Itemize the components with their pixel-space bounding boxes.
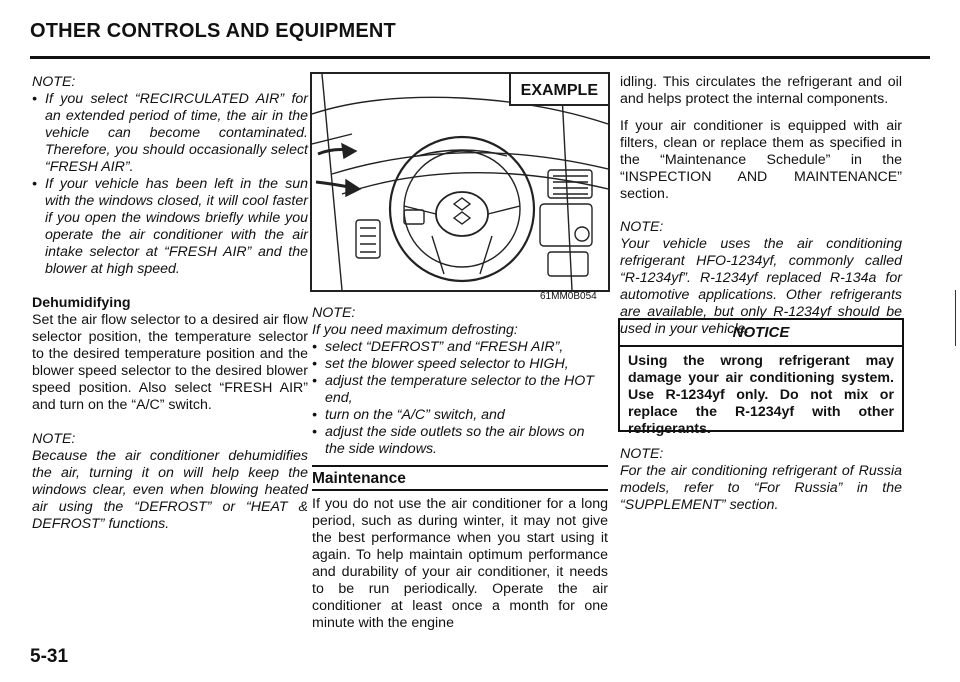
filters-text: If your air conditioner is equipped with air filters, clean or replace them as specified in the “Maintenance Schedule” in the “INSPECTION AND MAINTENANCE” section. bbox=[620, 118, 902, 202]
notice-text: Using the wrong refrigerant may damage your air conditioning system. Use R-1234yf only. Do not mix or replace the R-1234yf with other refrigerants. bbox=[628, 353, 894, 437]
dashboard-drawing bbox=[312, 74, 608, 290]
edge-mark bbox=[955, 290, 956, 346]
page-title: OTHER CONTROLS AND EQUIPMENT bbox=[30, 20, 396, 42]
refrigerant-note: Your vehicle uses the air conditioning refrigerant HFO-1234yf, commonly called “R-1234yf”. R-1234yf replaced R-134a for automotive applications. Other refrigerants are available, but only R-1234yf should be used in your vehicle. bbox=[620, 236, 902, 337]
dehumidifying-text: Set the air flow selector to a desired air flow selector position, the temperature selector to the desired temperature position and the blower speed selector to the desired blower speed position. Also select “FRESH AIR” and turn on the “A/C” switch. bbox=[32, 312, 308, 413]
right-column-bottom bbox=[620, 446, 902, 514]
note-bullet-list bbox=[312, 339, 608, 458]
notice-box bbox=[618, 318, 904, 437]
note-bullet-list bbox=[32, 91, 308, 278]
note-bullet: • adjust the temperature selector to the HOT end, bbox=[312, 373, 608, 407]
page-number: 5-31 bbox=[30, 646, 69, 667]
maintenance-text: If you do not use the air conditioner for a long period, such as during winter, it may not give the best performance when you start using it again. To help maintain optimum performance and durability of your air conditioner, it needs to be run periodically. Operate the air conditioner at least once a month for one minute with the engine bbox=[312, 496, 608, 631]
example-label: EXAMPLE bbox=[509, 74, 608, 106]
note-bullet: • set the blower speed selector to HIGH, bbox=[312, 356, 608, 373]
note-label: NOTE: bbox=[620, 446, 664, 462]
maintenance-heading: Maintenance bbox=[312, 470, 406, 487]
note-label: NOTE: bbox=[32, 431, 76, 447]
left-column bbox=[32, 74, 308, 533]
figure-code: 61MM0B054 bbox=[540, 291, 597, 302]
right-column-top bbox=[620, 74, 902, 338]
note-bullet: • adjust the side outlets so the air blows on the side windows. bbox=[312, 424, 608, 458]
russia-note: For the air conditioning refrigerant of Russia models, refer to “For Russia” in the “SUPPLEMENT” section. bbox=[620, 463, 902, 513]
note-text: Because the air conditioner dehumidifies the air, turning it on will help keep the windows clear, even when blowing heated air using the “DEFROST” or “HEAT & DEFROST” functions. bbox=[32, 448, 308, 532]
maintenance-text-block bbox=[312, 496, 608, 632]
section-rule-top bbox=[312, 465, 608, 467]
header-rule bbox=[30, 56, 930, 59]
note-label: NOTE: bbox=[312, 305, 356, 321]
notice-title: NOTICE bbox=[620, 320, 902, 347]
dashboard-illustration bbox=[310, 72, 610, 292]
note-bullet: • select “DEFROST” and “FRESH AIR”, bbox=[312, 339, 608, 356]
defrost-note bbox=[312, 305, 608, 458]
note-bullet: • If your vehicle has been left in the sun with the windows closed, it will cool faster if you open the windows briefly while you operate the air conditioner with the air intake selector at “FRESH AIR” and the blower at high speed. bbox=[32, 176, 308, 278]
note-label: NOTE: bbox=[32, 74, 76, 90]
dehumidifying-heading: Dehumidifying bbox=[32, 295, 131, 311]
continued-text: idling. This circulates the refrigerant and oil and helps protect the internal components. bbox=[620, 74, 902, 107]
section-rule-bottom bbox=[312, 489, 608, 491]
note-label: NOTE: bbox=[620, 219, 664, 235]
note-intro: If you need maximum defrosting: bbox=[312, 322, 518, 338]
note-bullet: • turn on the “A/C” switch, and bbox=[312, 407, 608, 424]
note-bullet: • If you select “RECIRCULATED AIR” for an extended period of time, the air in the vehicle can become contaminated. Therefore, you should occasionally select “FRESH AIR”. bbox=[32, 91, 308, 176]
